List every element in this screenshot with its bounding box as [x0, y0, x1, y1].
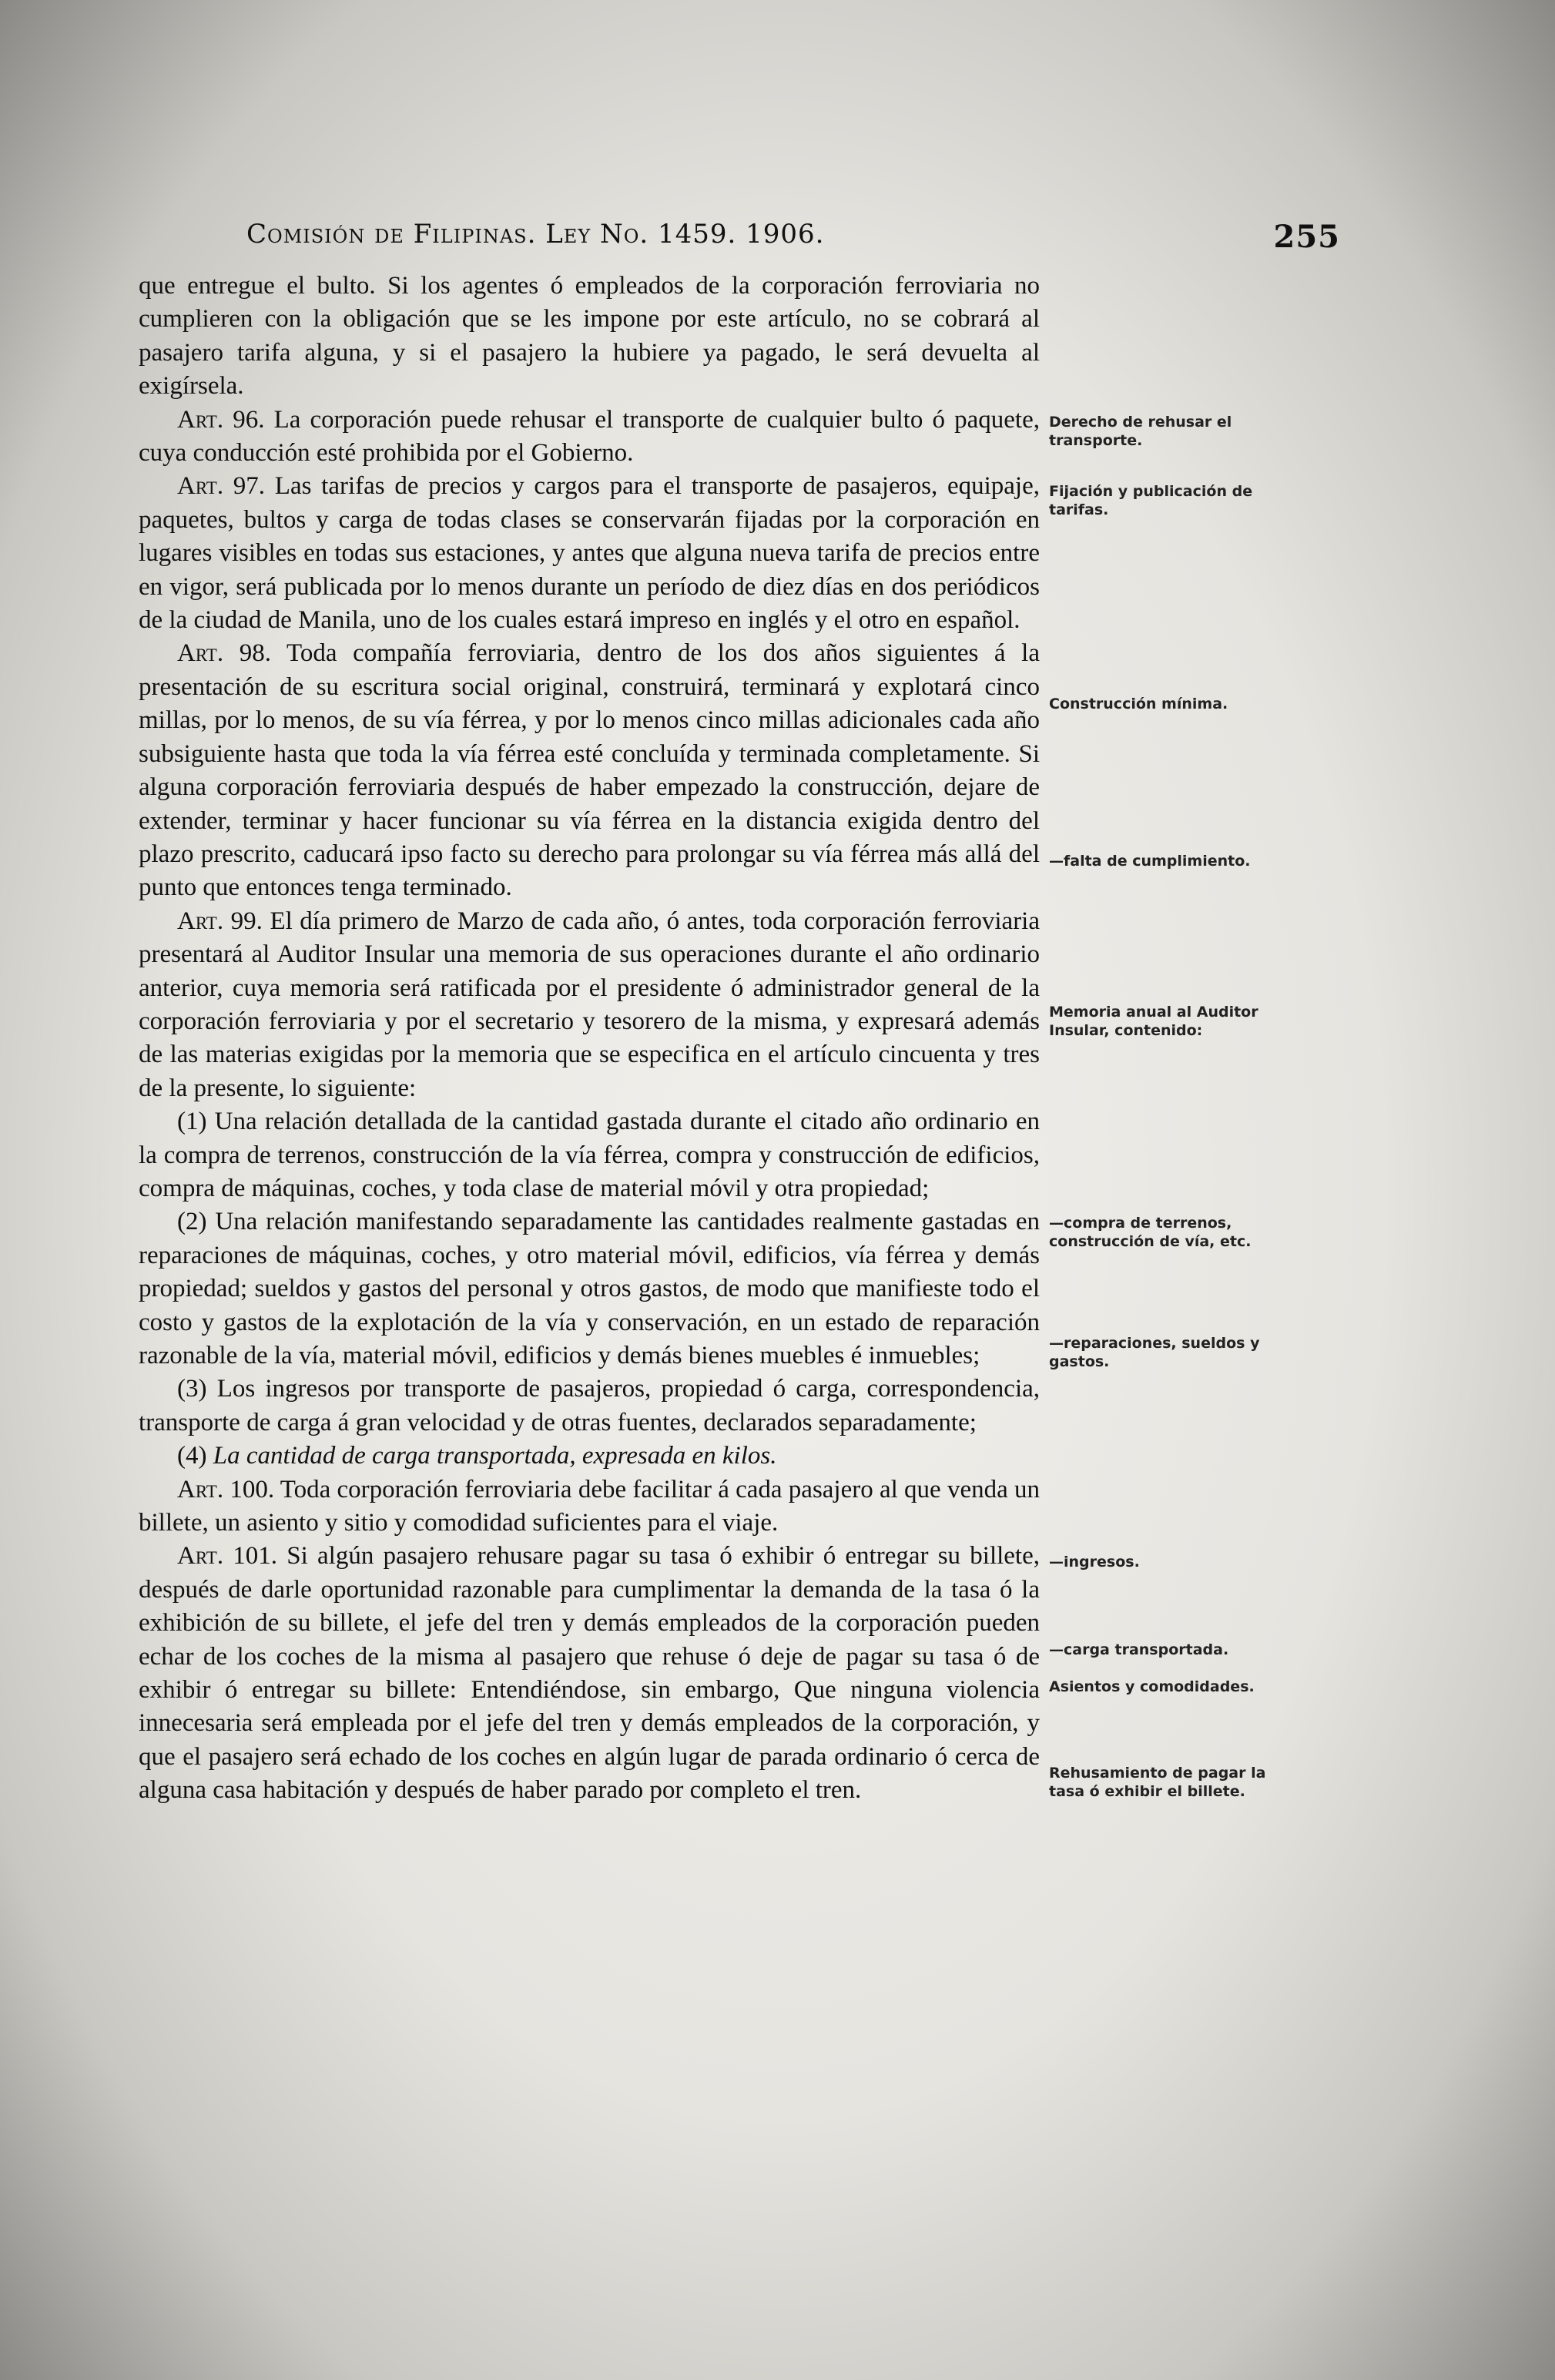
- article-99: Art. 99. El día primero de Marzo de cada año, ó antes, toda corporación ferroviaria presentará al Auditor Insular una memoria de sus operaciones durante el año ordinario anterior, cuya memoria será ratificada por el presidente ó administrador general de la corporación ferroviaria y por el secretario y tesorero de la misma, y expresará además de las materias exigidas por la memoria que se especifica en el artículo cincuenta y tres de la presente, lo siguiente:: [139, 907, 1041, 1102]
- item-label: (3): [177, 1375, 207, 1403]
- item-1: (1) Una relación detallada de la cantidad gastada durante el citado año ordinario en la compra de terrenos, construcción de la vía férrea, compra y construcción de edificios, compra de máquinas, coches, y toda clase de material móvil y otra propiedad;: [139, 1108, 1041, 1202]
- page-number: 255: [1273, 219, 1340, 255]
- side-note-carga: —carga transportada.: [1049, 1641, 1229, 1658]
- item-label: (4): [177, 1442, 207, 1470]
- running-head: Comisión de Filipinas. Ley No. 1459. 1906.: [246, 219, 825, 250]
- paragraph-continuation: que entregue el bulto. Si los agentes ó empleados de la corporación ferroviaria no cumplieren con la obligación que se les impone por este artículo, no se cobrará al pasajero tarifa alguna, y si el pasajero la hubiere ya pagado, le será devuelta al exigírsela.: [139, 272, 1040, 401]
- article-97: Art. 97. Las tarifas de precios y cargos para el transporte de pasajeros, equipaje, paquetes, bultos y carga de todas clases se conservarán fijadas por la corporación en lugares visibles en todas sus estaciones, y antes que alguna nueva tarifa de precios entre en vigor, será publicada por lo menos durante un período de diez días en dos periódicos de la ciudad de Manila, uno de los cuales estará impreso en inglés y el otro en español.: [139, 472, 1041, 635]
- side-note-reparaciones: —reparaciones, sueldos y gastos.: [1049, 1335, 1260, 1370]
- article-96: Art. 96. La corporación puede rehusar el transporte de cualquier bulto ó paquete, cuya conducción esté prohibida por el Gobierno.: [139, 405, 1040, 468]
- body-text: [139, 270, 1040, 2110]
- article-101: Art. 101. Si algún pasajero rehusare pagar su tasa ó exhibir ó entregar su billete, después de darle oportunidad razonable para cumplimentar la demanda de la tasa ó la exhibición de su billete, el jefe del tren y demás empleados de la corporación pueden echar de los coches de la misma al pasajero que rehuse ó deje de pagar su tasa ó de exhibir ó entregar su billete: Entendiéndose, sin embargo, Que ninguna violencia innecesaria será empleada por el jefe del tren y demás empleados de la corporación, y que el pasajero será echado de los coches en algún lugar de parada ordinario ó cerca de alguna casa habitación y después de haber parado por completo el tren.: [139, 1542, 1040, 1805]
- item-3: (3) Los ingresos por transporte de pasajeros, propiedad ó carga, correspondencia, transporte de carga á gran velocidad y de otras fuentes, declarados separadamente;: [139, 1375, 1041, 1436]
- article-98: Art. 98. Toda compañía ferroviaria, dentro de los dos años siguientes á la presentación de su escritura social original, construirá, terminará y explotará cinco millas, por lo menos, de su vía férrea, y por lo menos cinco millas adicionales cada año subsiguiente hasta que toda la vía férrea esté concluída y terminada completamente. Si alguna corporación ferroviaria después de haber empezado la construcción, dejare de extender, terminar y hacer funcionar su vía férrea en la distancia exigida dentro del plazo prescrito, caducará ipso facto su derecho para prolongar su vía férrea más allá del punto que entonces tenga terminado.: [139, 639, 1041, 902]
- page-header: [246, 219, 1340, 265]
- article-label: Art. 97.: [177, 472, 266, 501]
- side-note-tarifas: Fijación y publicación de tarifas.: [1049, 483, 1253, 518]
- side-note-rehusamiento: Rehusamiento de pagar la tasa ó exhibir el billete.: [1049, 1765, 1266, 1800]
- item-label: (1): [177, 1108, 207, 1136]
- item-label: (2): [177, 1208, 207, 1236]
- side-note-construccion: Construcción mínima.: [1049, 696, 1228, 712]
- side-note-compra: —compra de terrenos, construcción de vía, etc.: [1049, 1215, 1252, 1250]
- side-note-memoria: Memoria anual al Auditor Insular, contenido:: [1049, 1004, 1258, 1039]
- article-label: Art. 98.: [177, 639, 271, 668]
- article-label: Art. 99.: [177, 907, 263, 935]
- item-2: (2) Una relación manifestando separadamente las cantidades realmente gastadas en reparaciones de máquinas, coches, y otro material móvil, edificios, vía férrea y demás propiedad; sueldos y gastos del personal y otros gastos, de modo que manifieste todo el costo y gastos de la explotación de la vía y conservación, en un estado de reparación razonable de la vía, material móvil, edificios y demás bienes muebles é inmuebles;: [139, 1208, 1041, 1369]
- article-100: Art. 100. Toda corporación ferroviaria debe facilitar á cada pasajero al que venda un billete, un asiento y sitio y comodidad suficientes para el viaje.: [139, 1475, 1040, 1537]
- article-label: Art. 101.: [177, 1542, 278, 1570]
- article-label: Art. 96.: [177, 405, 265, 434]
- side-note-asientos: Asientos y comodidades.: [1049, 1678, 1255, 1695]
- side-note-ingresos: —ingresos.: [1049, 1554, 1140, 1570]
- item-4: (4) La cantidad de carga transportada, expresada en kilos.: [177, 1442, 777, 1470]
- side-note-rehusar: Derecho de rehusar el transporte.: [1049, 414, 1232, 449]
- article-label: Art. 100.: [177, 1475, 275, 1503]
- side-note-falta: —falta de cumplimiento.: [1049, 853, 1251, 870]
